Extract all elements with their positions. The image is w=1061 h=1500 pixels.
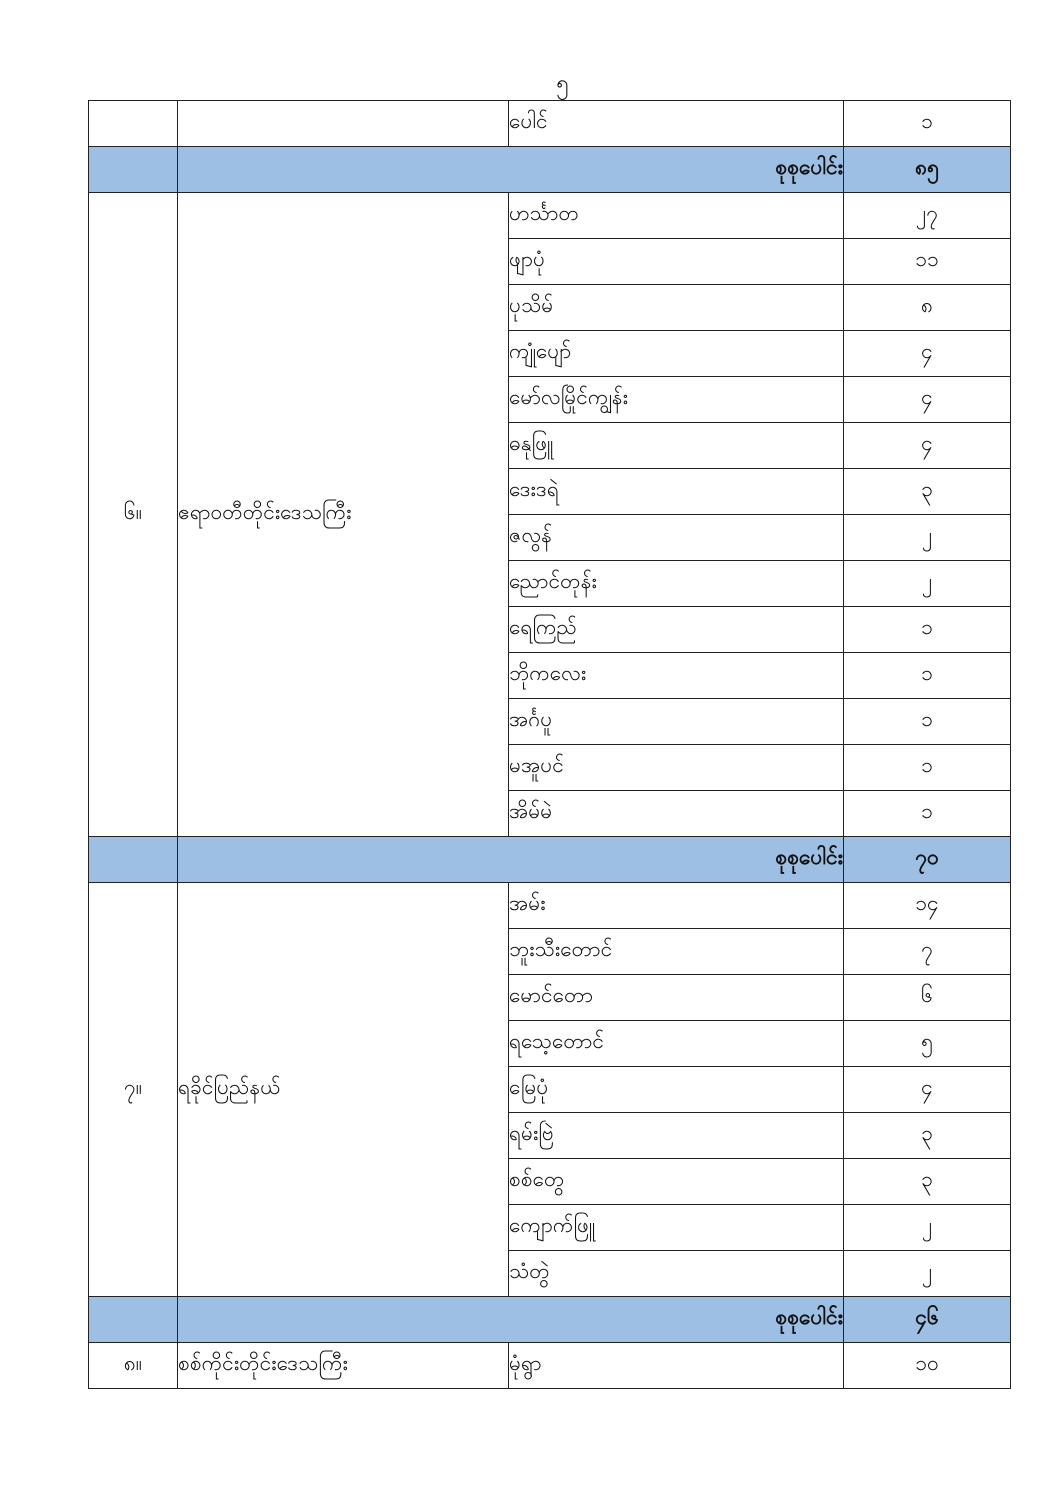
count-cell: ၃ [844,1159,1011,1205]
count-cell: ၂ [844,1251,1011,1297]
township-cell: ကျုံပျော် [509,331,844,377]
count-cell: ၈ [844,285,1011,331]
total-label: စုစုပေါင်း [178,1297,844,1343]
region-cell: ရခိုင်ပြည်နယ် [178,883,509,1297]
table-row [89,1343,1011,1389]
total-empty-cell [89,147,178,193]
township-cell: မြေပုံ [509,1067,844,1113]
township-cell: ဒေးဒရဲ [509,469,844,515]
row-number-cell: ၈။ [89,1343,178,1389]
township-cell: ဓနုဖြူ [509,423,844,469]
count-cell: ၁၁ [844,239,1011,285]
township-cell: မုံရွာ [509,1343,844,1389]
count-cell: ၁ [844,699,1011,745]
township-cell: ရေကြည် [509,607,844,653]
total-value: ၇၀ [844,837,1011,883]
page-number: ၅ [556,71,569,96]
table-row [89,883,1011,929]
township-cell: ကျောက်ဖြူ [509,1205,844,1251]
count-cell: ၆ [844,975,1011,1021]
count-cell: ၁ [844,607,1011,653]
count-cell: ၂ [844,515,1011,561]
count-cell: ၇ [844,929,1011,975]
township-cell: ရသေ့တောင် [509,1021,844,1067]
total-value: ၄၆ [844,1297,1011,1343]
total-label: စုစုပေါင်း [178,837,844,883]
count-cell: ၁ [844,653,1011,699]
count-cell: ၂၇ [844,193,1011,239]
count-cell: ၂ [844,1205,1011,1251]
count-cell: ၃ [844,1113,1011,1159]
total-row [89,837,1011,883]
total-value: ၈၅ [844,147,1011,193]
count-cell: ၁၀ [844,1343,1011,1389]
count-cell: ၅ [844,1021,1011,1067]
total-empty-cell [89,837,178,883]
township-cell: ဘိုကလေး [509,653,844,699]
total-label: စုစုပေါင်း [178,147,844,193]
township-cell: ညောင်တုန်း [509,561,844,607]
township-cell: အိမ်မဲ [509,791,844,837]
count-cell: ၄ [844,1067,1011,1113]
region-cell: ဧရာဝတီတိုင်းဒေသကြီး [178,193,509,837]
total-row [89,1297,1011,1343]
row-number-cell: ၆။ [89,193,178,837]
township-cell: စစ်တွေ [509,1159,844,1205]
township-table [88,100,1011,1389]
township-cell: မော်လမြိုင်ကျွန်း [509,377,844,423]
count-cell: ၄ [844,377,1011,423]
count-cell: ၄ [844,423,1011,469]
count-cell: ၁ [844,791,1011,837]
total-empty-cell [89,1297,178,1343]
township-cell: ပေါင် [509,101,844,147]
count-cell: ၄ [844,331,1011,377]
table-row [89,101,1011,147]
township-cell: ဖျာပုံ [509,239,844,285]
count-cell: ၂ [844,561,1011,607]
township-cell: အမ်း [509,883,844,929]
row-number-cell [89,101,178,147]
township-cell: ဇလွန် [509,515,844,561]
township-cell: သံတွဲ [509,1251,844,1297]
row-number-cell: ၇။ [89,883,178,1297]
township-cell: ဘူးသီးတောင် [509,929,844,975]
count-cell: ၁၄ [844,883,1011,929]
table-body [89,101,1011,1389]
count-cell: ၃ [844,469,1011,515]
township-cell: မောင်တော [509,975,844,1021]
total-row [89,147,1011,193]
region-cell [178,101,509,147]
township-cell: ဟင်္သာတ [509,193,844,239]
township-cell: မအူပင် [509,745,844,791]
table-row [89,193,1011,239]
count-cell: ၁ [844,101,1011,147]
township-cell: ရမ်းဗြဲ [509,1113,844,1159]
township-cell: အင်္ဂပူ [509,699,844,745]
count-cell: ၁ [844,745,1011,791]
region-cell: စစ်ကိုင်းတိုင်းဒေသကြီး [178,1343,509,1389]
township-cell: ပုသိမ် [509,285,844,331]
